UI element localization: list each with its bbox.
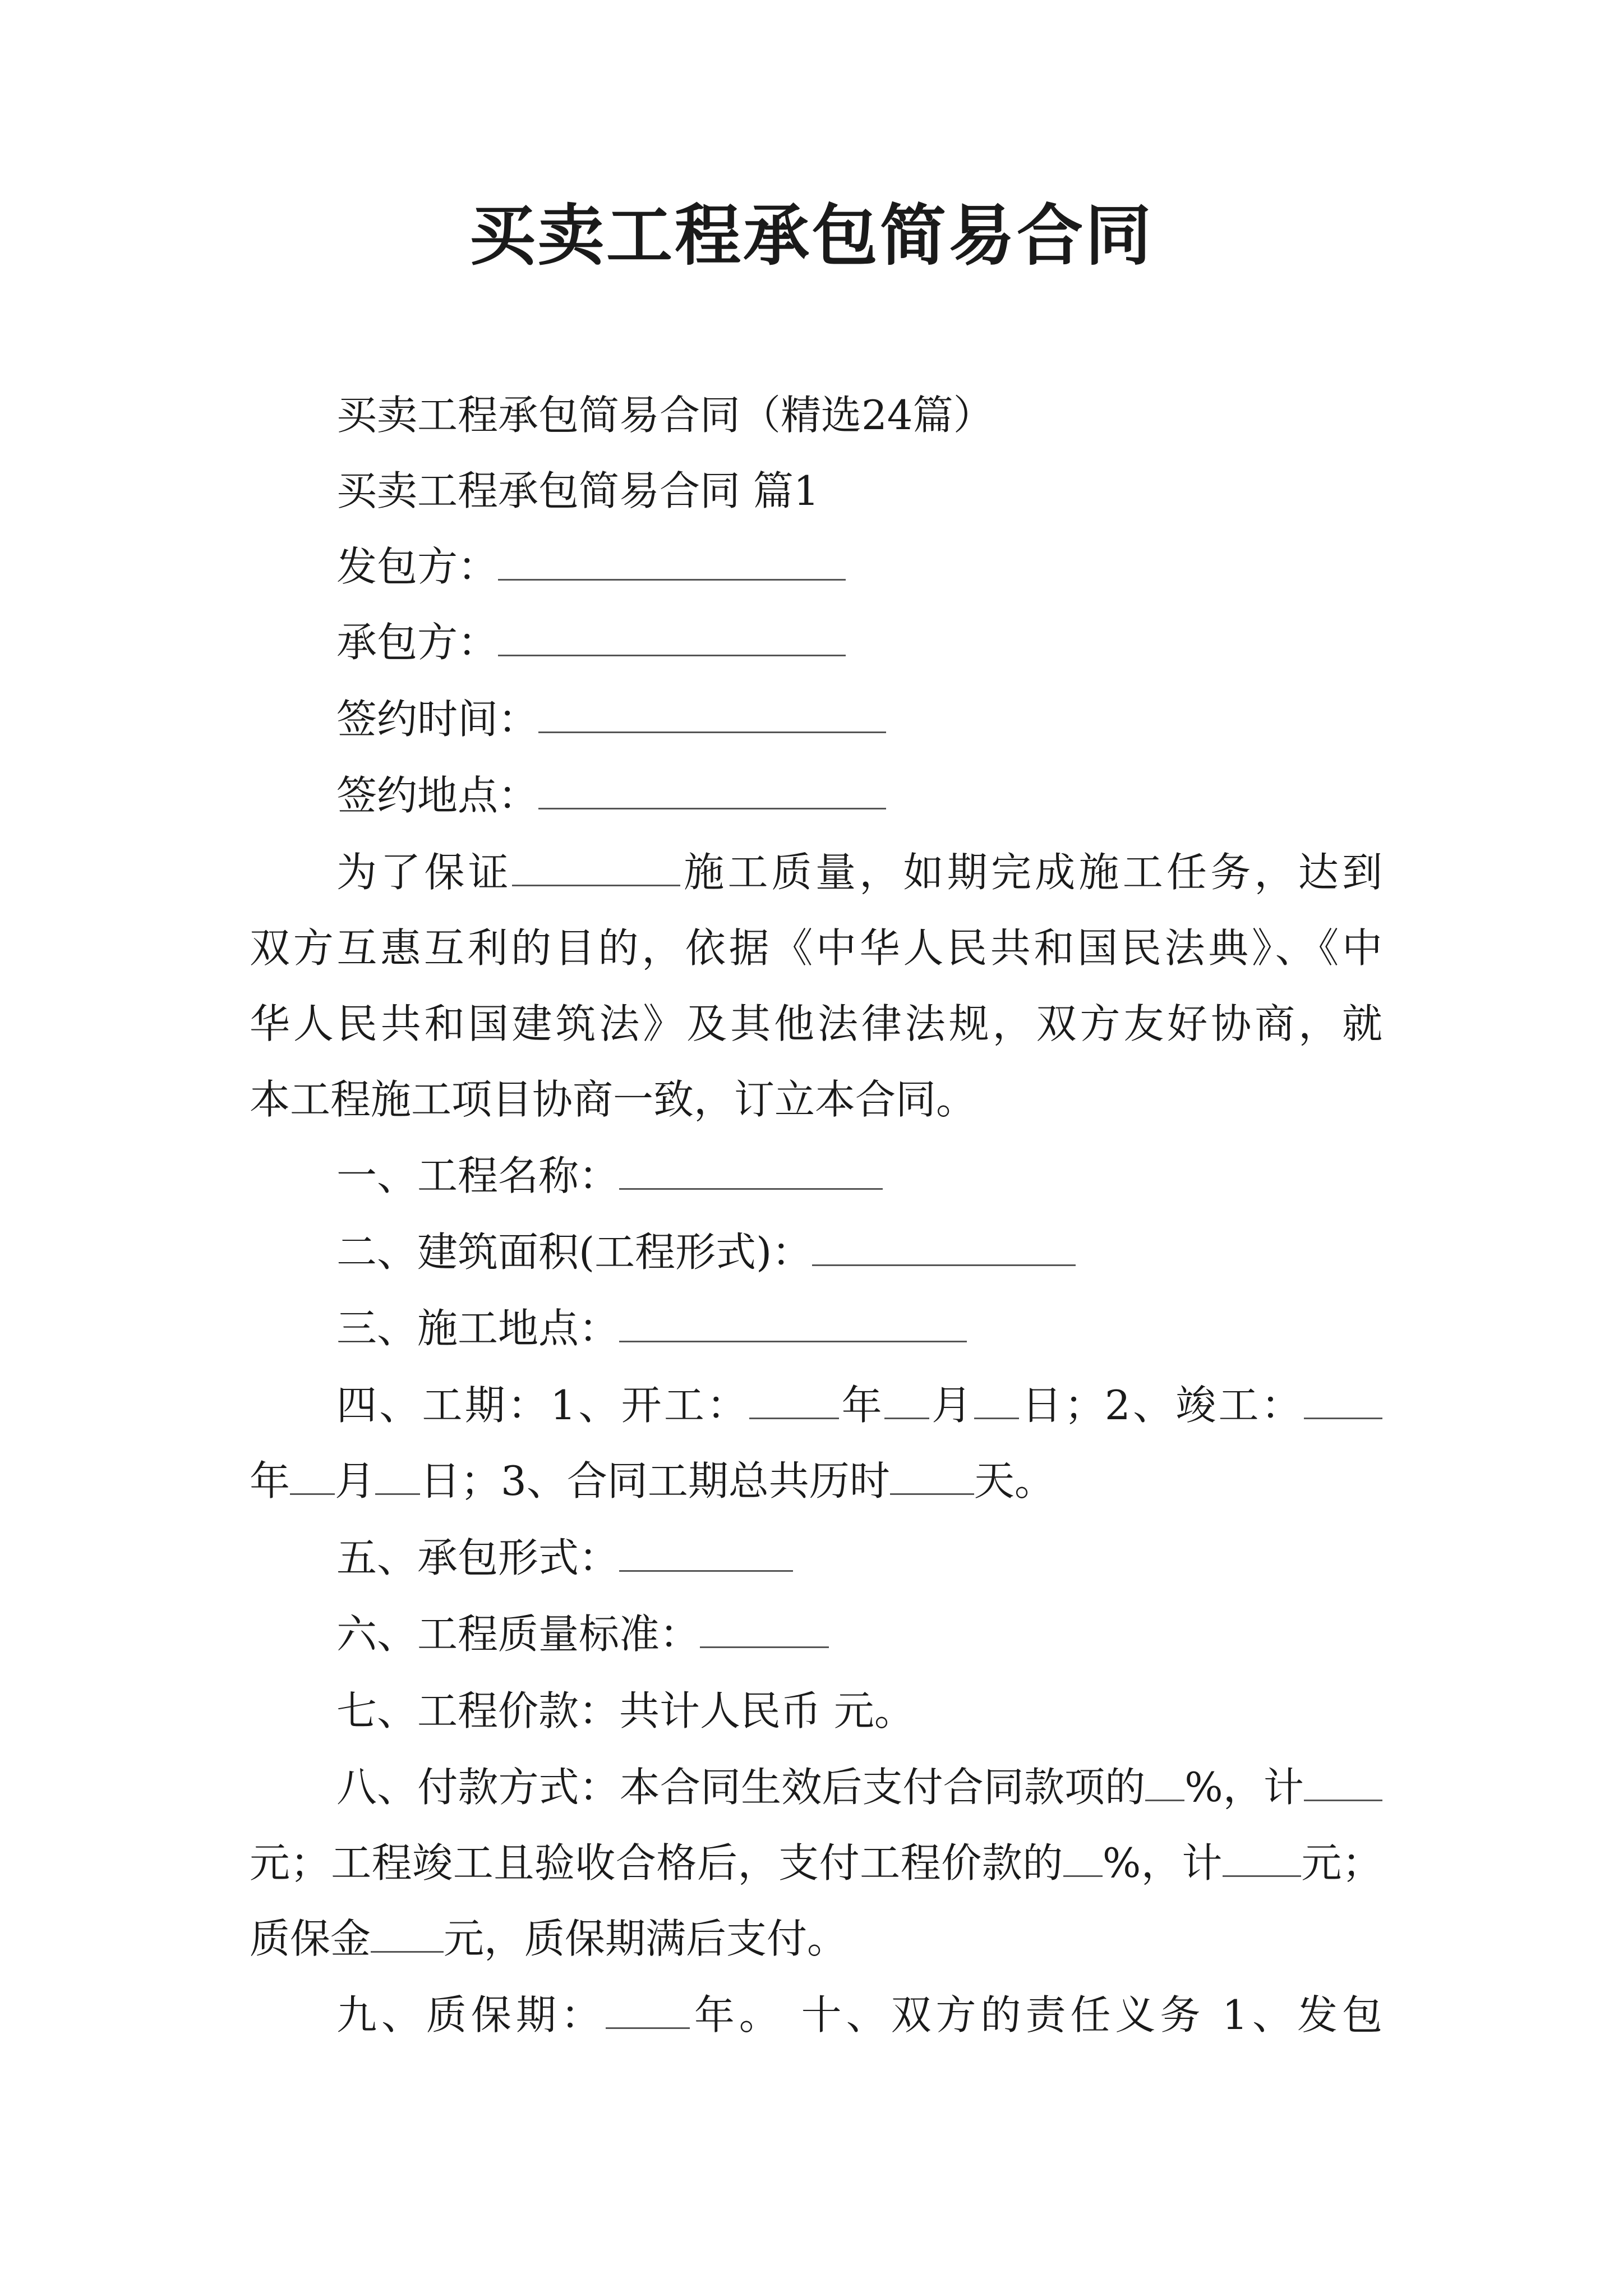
start-year-label: 年 [839,1382,884,1429]
completion-day-blank [375,1458,420,1495]
completion-label: 日；2、竣工： [1019,1382,1304,1429]
preamble-line-1 [336,844,1382,900]
start-year-blank [749,1383,839,1419]
item-3-blank [619,1306,967,1342]
sign-time-field [336,691,886,747]
employer-label: 发包方： [336,543,499,590]
duration-label: 日；3、合同工期总共历时 [420,1457,890,1504]
contractor-blank [498,620,846,656]
preamble-text-1a: 为了保证 [336,849,512,896]
item-3-label: 三、施工地点： [336,1305,620,1352]
duration-unit: 天。 [974,1457,1055,1504]
item-8-line-3 [250,1911,847,1967]
employer-field [336,539,846,595]
item-8-text-3a: 质保金 [250,1915,371,1962]
preamble-line-2: 双方互惠互利的目的，依据《中华人民共和国民法典》、《中 [250,924,1382,972]
sign-place-label: 签约地点： [336,772,539,819]
first-amount-blank [1304,1765,1382,1801]
item-8-text-1a: 八、付款方式：本合同生效后支付合同款项的 [336,1764,1146,1811]
completion-month-label: 月 [335,1457,376,1504]
start-day-blank [974,1383,1019,1419]
sign-time-blank [538,697,886,733]
item-9-label: 九、质保期： [336,1991,606,2039]
item-7: 七、工程价款：共计人民币 元。 [336,1687,915,1734]
first-percent-blank [1145,1765,1184,1801]
item-6-label: 六、工程质量标准： [336,1611,700,1658]
item-2 [336,1224,1076,1280]
chapter-heading: 买卖工程承包简易合同 篇1 [336,467,819,514]
start-month-blank [884,1383,929,1419]
retention-blank [371,1916,444,1953]
item-8-line-2 [250,1835,1382,1891]
item-6-blank [700,1612,829,1648]
sign-place-field [336,767,886,823]
item-9-text: 年。 十、双方的责任义务 1、发包 [689,1991,1382,2039]
completion-year-blank [1304,1383,1382,1419]
preamble-text-1b: 施工质量，如期完成施工任务，达到 [680,849,1382,896]
item-5-label: 五、承包形式： [336,1534,620,1581]
item-4-line-1 [336,1377,1382,1433]
item-8-text-1b: %，计 [1184,1764,1304,1811]
completion-month-blank [290,1458,335,1495]
second-percent-blank [1063,1841,1103,1877]
item-2-blank [812,1230,1076,1266]
completion-year-label: 年 [250,1457,291,1504]
duration-blank [890,1458,974,1495]
item-4-start-label: 四、工期：1、开工： [336,1382,750,1429]
item-2-label: 二、建筑面积(工程形式)： [336,1228,813,1276]
item-9 [336,1987,1382,2043]
item-1-label: 一、工程名称： [336,1152,620,1199]
subtitle: 买卖工程承包简易合同（精选24篇） [336,392,994,439]
item-1-blank [619,1153,883,1190]
contractor-label: 承包方： [336,619,499,666]
item-3 [336,1300,967,1356]
warranty-years-blank [606,1993,690,2029]
item-4-line-2 [250,1453,1055,1509]
preamble-line-4: 本工程施工项目协商一致，订立本合同。 [250,1076,977,1123]
contractor-field [336,614,846,670]
item-5-blank [619,1535,793,1572]
item-8-line-1 [336,1759,1382,1815]
employer-blank [498,544,846,581]
second-amount-blank [1223,1841,1301,1877]
item-8-text-3b: 元，质保期满后支付。 [444,1915,848,1962]
item-6 [336,1606,829,1662]
item-8-text-2b: %，计 [1102,1839,1223,1887]
sign-place-blank [538,773,886,809]
project-blank [512,850,680,886]
item-5 [336,1530,793,1586]
preamble-line-3: 华人民共和国建筑法》及其他法律法规，双方友好协商，就 [250,1000,1382,1047]
item-8-text-2a: 元；工程竣工且验收合格后，支付工程价款的 [250,1839,1063,1887]
start-month-label: 月 [929,1382,975,1429]
sign-time-label: 签约时间： [336,696,539,743]
document-title: 买卖工程承包简易合同 [469,197,1154,274]
item-1 [336,1148,883,1204]
item-8-text-2c: 元； [1301,1839,1382,1887]
